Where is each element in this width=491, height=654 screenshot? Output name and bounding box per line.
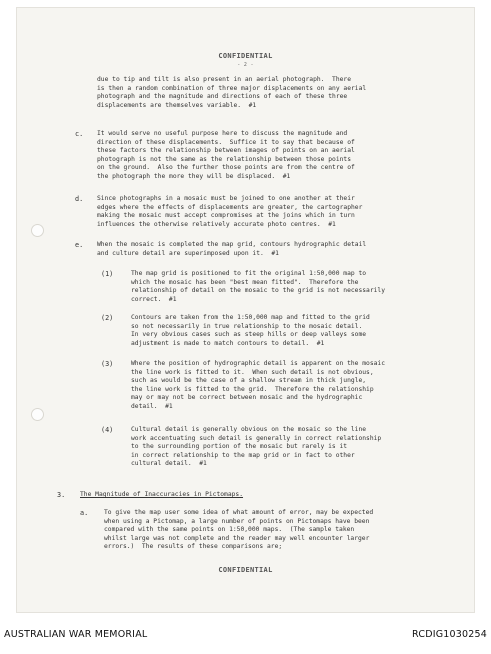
classification-header: CONFIDENTIAL — [218, 52, 273, 60]
para-marker-c: c. — [75, 130, 84, 138]
subpara-marker-2: (2) — [101, 314, 114, 322]
subparagraph-1: The map grid is positioned to fit the original 1:50,000 map to which the mosaic has been "best mean fitted". Therefore the relationship of detail on the mosaic to the grid is not necessarily correct. #1 — [131, 270, 386, 303]
archive-reference: RCDIG1030254 — [412, 629, 487, 640]
section-number: 3. — [57, 491, 66, 499]
punch-hole-bottom — [31, 408, 44, 421]
subpara-marker-4: (4) — [101, 426, 114, 434]
punch-hole-top — [31, 224, 44, 237]
classification-footer: CONFIDENTIAL — [218, 566, 273, 574]
page-number: - 2 - — [237, 62, 254, 68]
intro-paragraph: due to tip and tilt is also present in an aerial photograph. There is then a random combination of three major displacements on any aerial photograph and the magnitude and directions of each of these three displacements are themselves variable. #1 — [97, 76, 367, 109]
section-heading: The Magnitude of Inaccuracies in Pictomaps. — [80, 491, 244, 498]
archive-footer — [0, 625, 491, 647]
document-page — [17, 8, 474, 612]
subpara-marker-1: (1) — [101, 270, 114, 278]
subparagraph-3: Where the position of hydrographic detail is apparent on the mosaic the line work is fitted to it. When such detail is not obvious, such as would be the case of a shallow stream in thick jungle, the line work is fitted to the grid. Therefore the relationship may or may not be correct between mosaic and the hydrographic detail. #1 — [131, 360, 386, 410]
section-para-marker-a: a. — [80, 509, 89, 517]
para-marker-e: e. — [75, 241, 84, 249]
subparagraph-2: Contours are taken from the 1:50,000 map and fitted to the grid so not necessarily in true relationship to the mosaic detail. In very obvious cases such as steep hills or deep valleys some adjustment is made to match contours to detail. #1 — [131, 314, 370, 347]
section-paragraph-a: To give the map user some idea of what amount of error, may be expected when using a Pictomap, a large number of points on Pictomaps have been compared with the same points on 1:50,000 maps. (The sample taken whilst large was not complete and the reader may well encounter larger errors.) The results of these comparisons are; — [104, 509, 374, 550]
archive-name: AUSTRALIAN WAR MEMORIAL — [4, 629, 148, 640]
subparagraph-4: Cultural detail is generally obvious on the mosaic so the line work accentuating such detail is generally in correct relationship to the surrounding portion of the mosaic but rarely is it in correct relationship to the map grid or in fact to other cultural detail. #1 — [131, 426, 382, 467]
subpara-marker-3: (3) — [101, 360, 114, 368]
para-marker-d: d. — [75, 195, 84, 203]
paragraph-c: It would serve no useful purpose here to discuss the magnitude and direction of these displacements. Suffice it to say that because of these factors the relationship between images of points on an aerial photograph is not the same as the relationship between those points on the ground. Also the further those points are from the centre of the photograph the more they will be displaced. #1 — [97, 130, 355, 180]
paragraph-d: Since photographs in a mosaic must be joined to one another at their edges where the effects of displacements are greater, the cartographer making the mosaic must accept compromises at the joins which in turn influences the otherwise relatively accurate photo centres. #1 — [97, 195, 363, 228]
paragraph-e: When the mosaic is completed the map grid, contours hydrographic detail and culture detail are superimposed upon it. #1 — [97, 241, 367, 257]
